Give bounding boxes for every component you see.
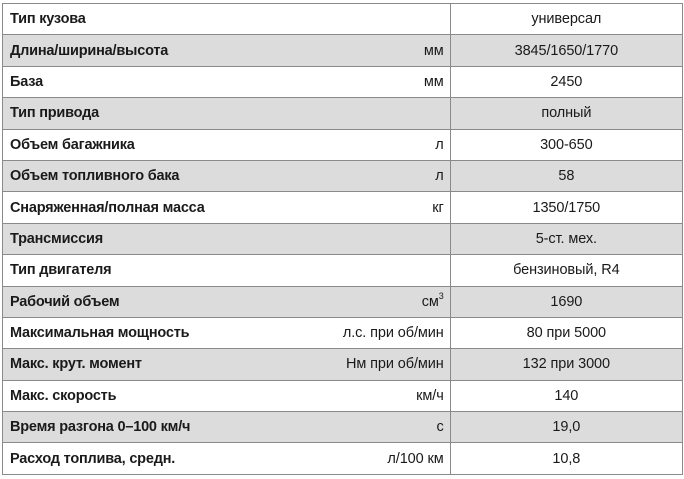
spec-name-cell: [3, 317, 451, 348]
spec-label: Трансмиссия: [10, 230, 103, 247]
spec-unit-superscript: 3: [438, 290, 444, 301]
spec-label: Расход топлива, средн.: [10, 450, 176, 467]
spec-row: [3, 349, 683, 380]
spec-row: [3, 129, 683, 160]
spec-unit: [432, 200, 443, 216]
spec-label: Тип привода: [10, 105, 99, 122]
spec-name-cell: [3, 412, 451, 443]
spec-unit: [424, 43, 444, 59]
spec-label: Время разгона 0–100 км/ч: [10, 419, 191, 436]
spec-name-wrap: [3, 443, 450, 473]
spec-unit-text: с: [436, 419, 444, 436]
spec-unit: [387, 451, 443, 467]
spec-name-cell: [3, 160, 451, 191]
spec-row: [3, 286, 683, 317]
spec-name-cell: [3, 66, 451, 97]
spec-name-wrap: [3, 192, 450, 222]
spec-row: [3, 412, 683, 443]
spec-value: бензиновый, R4: [450, 255, 682, 286]
spec-name-wrap: [3, 35, 450, 65]
spec-name-wrap: [3, 255, 450, 285]
spec-value: 300-650: [450, 129, 682, 160]
spec-unit: [416, 388, 444, 404]
spec-value: 132 при 3000: [450, 349, 682, 380]
spec-row: [3, 160, 683, 191]
spec-unit-text: мм: [423, 73, 444, 90]
spec-name-cell: [3, 35, 451, 66]
spec-label: Тип двигателя: [10, 262, 112, 279]
spec-row: [3, 66, 683, 97]
spec-value: 140: [450, 380, 682, 411]
spec-name-wrap: [3, 130, 450, 160]
spec-unit: [435, 168, 443, 184]
spec-name-wrap: [3, 412, 450, 442]
spec-unit: [346, 356, 444, 372]
spec-table-body: [3, 4, 683, 475]
spec-label: Тип кузова: [10, 11, 86, 28]
spec-row: [3, 223, 683, 254]
spec-name-cell: [3, 129, 451, 160]
spec-name-wrap: [3, 67, 450, 97]
spec-row: [3, 98, 683, 129]
spec-name-cell: [3, 4, 451, 35]
spec-name-cell: [3, 192, 451, 223]
spec-name-wrap: [3, 349, 450, 379]
spec-row: [3, 192, 683, 223]
spec-unit: [343, 325, 444, 341]
spec-value: 58: [450, 160, 682, 191]
spec-row: [3, 4, 683, 35]
spec-name-wrap: [3, 287, 450, 317]
spec-value: универсал: [450, 4, 682, 35]
spec-value: 5-ст. мех.: [450, 223, 682, 254]
spec-name-cell: [3, 223, 451, 254]
spec-unit: [424, 74, 444, 90]
spec-name-wrap: [3, 4, 450, 34]
spec-name-cell: [3, 255, 451, 286]
spec-label: Макс. крут. момент: [10, 356, 142, 373]
spec-row: [3, 443, 683, 474]
spec-name-wrap: [3, 224, 450, 254]
spec-unit: [437, 419, 444, 435]
spec-unit-text: л.с. при об/мин: [342, 325, 444, 342]
spec-unit: [421, 290, 444, 310]
spec-name-wrap: [3, 318, 450, 348]
spec-value: 80 при 5000: [450, 317, 682, 348]
spec-label: Снаряженная/полная масса: [10, 199, 205, 216]
spec-label: Макс. скорость: [10, 387, 117, 404]
spec-value: 1350/1750: [450, 192, 682, 223]
spec-unit-text: см: [421, 293, 439, 310]
spec-unit-text: л: [435, 136, 444, 153]
spec-row: [3, 255, 683, 286]
spec-name-cell: [3, 349, 451, 380]
spec-value: 3845/1650/1770: [450, 35, 682, 66]
spec-name-cell: [3, 443, 451, 474]
spec-unit-text: кг: [432, 199, 444, 216]
spec-value: 1690: [450, 286, 682, 317]
spec-value: 19,0: [450, 412, 682, 443]
spec-unit-text: Нм при об/мин: [345, 356, 444, 373]
spec-row: [3, 317, 683, 348]
spec-name-cell: [3, 98, 451, 129]
spec-label: База: [10, 73, 43, 90]
spec-value: полный: [450, 98, 682, 129]
spec-label: Объем багажника: [10, 136, 135, 153]
spec-table: [2, 3, 683, 475]
spec-unit: [435, 137, 443, 153]
spec-value: 10,8: [450, 443, 682, 474]
spec-value: 2450: [450, 66, 682, 97]
spec-unit-text: л: [435, 168, 444, 185]
spec-label: Объем топливного бака: [10, 168, 180, 185]
spec-row: [3, 380, 683, 411]
spec-label: Рабочий объем: [10, 293, 120, 310]
spec-row: [3, 35, 683, 66]
spec-unit-text: мм: [423, 42, 444, 59]
spec-name-wrap: [3, 161, 450, 191]
spec-name-wrap: [3, 381, 450, 411]
spec-name-wrap: [3, 98, 450, 128]
spec-unit-text: км/ч: [416, 387, 444, 404]
spec-label: Длина/ширина/высота: [10, 42, 169, 59]
spec-name-cell: [3, 286, 451, 317]
spec-unit-text: л/100 км: [387, 450, 444, 467]
spec-label: Максимальная мощность: [10, 325, 190, 342]
spec-name-cell: [3, 380, 451, 411]
